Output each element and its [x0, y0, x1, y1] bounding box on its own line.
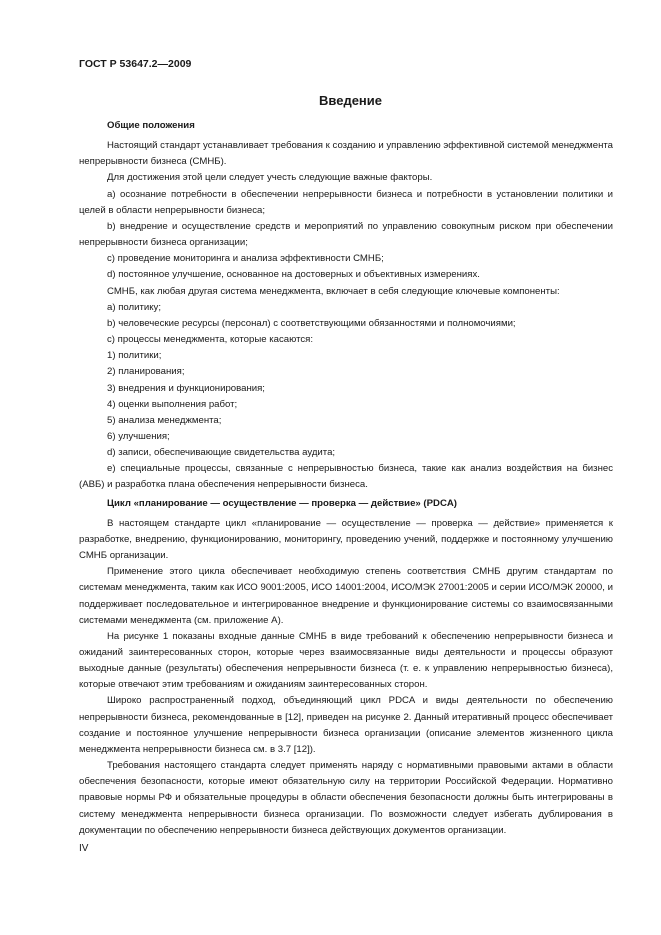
- list-item: 2) планирования;: [107, 366, 185, 378]
- list-item: а) осознание потребности в обеспечении непрерывности бизнеса и потребности в установлении политики и целей в области непрерывности бизнеса;: [79, 188, 613, 216]
- page-number: IV: [79, 843, 89, 854]
- list-item: с) процессы менеджмента, которые касаются:: [107, 334, 314, 346]
- paragraph: Настоящий стандарт устанавливает требования к созданию и управлению эффективной системой менеджмента непрерывности бизнеса (СМНБ).: [79, 140, 613, 168]
- list-item: d) постоянное улучшение, основанное на достоверных и объективных измерениях.: [107, 269, 480, 281]
- document-body: [79, 118, 613, 839]
- paragraph: Требования настоящего стандарта следует применять наряду с нормативными правовыми актами в области обеспечения безопасности, которые имеют обязательную силу на территории Российской Федерации. Нормативно правовые нормы РФ и обязательные процедуры в области обеспечения безопасности должны быть интегрированы в систему менеджмента непрерывности бизнеса организации. По возможности следует избегать дублирования в документации по обеспечению непрерывности бизнеса действующих документов организации.: [79, 760, 613, 836]
- list-item: b) человеческие ресурсы (персонал) с соответствующими обязанностями и полномочиями;: [107, 317, 516, 329]
- page-title: Введение: [319, 93, 382, 108]
- document-header: ГОСТ Р 53647.2—2009: [79, 58, 192, 70]
- list-item: 1) политики;: [107, 350, 162, 362]
- paragraph: Применение этого цикла обеспечивает необходимую степень соответствия СМНБ другим стандартам по системам менеджмента, таким как ИСО 9001:2005, ИСО 14001:2004, ИСО/МЭК 27001:2005 и серии ИСО/МЭК 20000, и поддерживает последовательное и интегрированное внедрение и функционирование системы со взаимосвязанными системами менеджмента (см. приложение А).: [79, 566, 613, 626]
- list-item: d) записи, обеспечивающие свидетельства аудита;: [107, 447, 336, 459]
- paragraph: В настоящем стандарте цикл «планирование — осуществление — проверка — действие» применяется к разработке, внедрению, функционированию, мониторингу, проведению учений, поддержке и постоянному улучшению СМНБ организации.: [79, 517, 613, 562]
- list-item: е) специальные процессы, связанные с непрерывностью бизнеса, такие как анализ воздействия на бизнес (АВБ) и разработка плана обеспечения непрерывности бизнеса.: [79, 463, 613, 491]
- section-heading: Общие положения: [107, 120, 195, 131]
- list-item: 5) анализа менеджмента;: [107, 414, 222, 426]
- list-item: 3) внедрения и функционирования;: [107, 382, 265, 394]
- list-item: 6) улучшения;: [107, 430, 170, 442]
- paragraph: Широко распространенный подход, объединяющий цикл PDCA и виды деятельности по обеспечению непрерывности бизнеса, рекомендованные в [12], приведен на рисунке 2. Данный итеративный процесс обеспечивает создание и постоянное улучшение непрерывности бизнеса организации (описание элементов жизненного цикла менеджмента непрерывности бизнеса см. в 3.7 [12]).: [79, 695, 613, 755]
- list-item: а) политику;: [107, 301, 161, 313]
- paragraph: СМНБ, как любая другая система менеджмента, включает в себя следующие ключевые компоненты:: [107, 285, 560, 297]
- list-item: 4) оценки выполнения работ;: [107, 398, 238, 410]
- paragraph: Для достижения этой цели следует учесть следующие важные факторы.: [107, 172, 433, 184]
- paragraph: На рисунке 1 показаны входные данные СМНБ в виде требований к обеспечению непрерывности бизнеса и ожиданий заинтересованных сторон, которые через взаимосвязанные виды деятельности и процессы образуют выходные данные (результаты) обеспечения непрерывности бизнеса (т. е. к управлению непрерывностью бизнеса), которые отвечают этим требованиям и ожиданиям заинтересованных сторон.: [79, 630, 613, 691]
- section-heading: Цикл «планирование — осуществление — проверка — действие» (PDCA): [107, 497, 457, 509]
- list-item: b) внедрение и осуществление средств и мероприятий по управлению совокупным риском при обеспечении непрерывности бизнеса организации;: [79, 220, 613, 249]
- list-item: с) проведение мониторинга и анализа эффективности СМНБ;: [107, 253, 384, 265]
